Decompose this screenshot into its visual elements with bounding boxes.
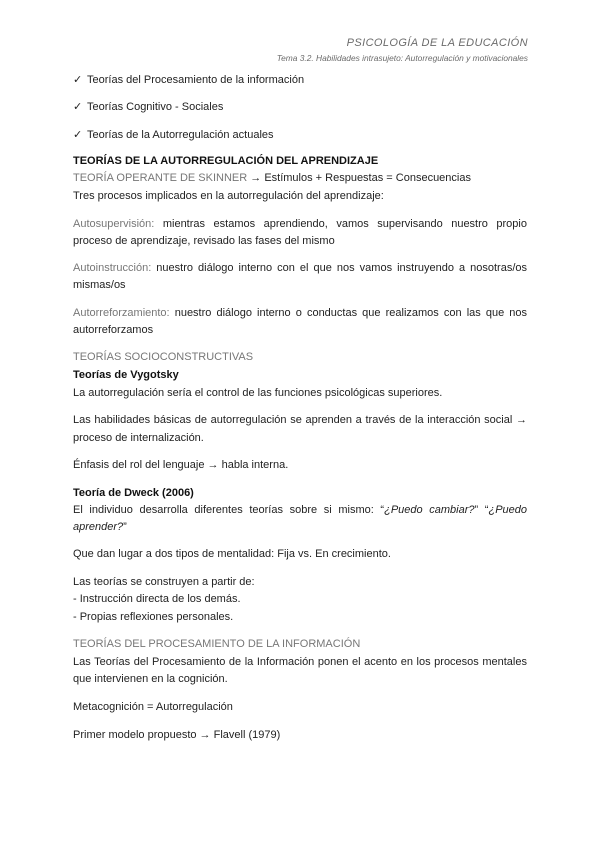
dweck-bullet-2: - Propias reflexiones personales.: [73, 611, 234, 623]
section-heading-socioconstructivas: TEORÍAS SOCIOCONSTRUCTIVAS: [73, 351, 254, 363]
dweck-line-1: El individuo desarrolla diferentes teorías sobre si mismo: “¿Puedo cambiar?” “¿Puedo: [73, 504, 527, 516]
header-course-title: PSICOLOGÍA DE LA EDUCACIÓN: [346, 37, 528, 49]
vygotsky-paragraph-3: Énfasis del rol del lenguaje → habla interna.: [73, 459, 289, 471]
procesamiento-paragraph-1-line-2: que intervienen en la cognición.: [73, 673, 228, 685]
checkmark-icon: ✓: [73, 74, 83, 86]
procesamiento-paragraph-3: Primer modelo propuesto → Flavell (1979): [73, 729, 281, 741]
checklist-item: ✓ Teorías Cognitivo - Sociales: [73, 101, 224, 113]
procesamiento-paragraph-1-line-1: Las Teorías del Procesamiento de la Información ponen el acento en los procesos mentales: [73, 656, 527, 668]
checklist-item: ✓ Teorías del Procesamiento de la información: [73, 74, 305, 86]
vygotsky-paragraph-2-line-2: proceso de internalización.: [73, 432, 204, 444]
checklist-item: ✓ Teorías de la Autorregulación actuales: [73, 129, 274, 141]
dweck-title: Teoría de Dweck (2006): [73, 487, 194, 499]
procesamiento-paragraph-2: Metacognición = Autorregulación: [73, 701, 233, 713]
autorreforzamiento-line-1: Autorreforzamiento: nuestro diálogo interno o conductas que realizamos con las que nos: [73, 307, 528, 319]
vygotsky-paragraph-1: La autorregulación sería el control de las funciones psicológicas superiores.: [73, 387, 443, 399]
checkmark-icon: ✓: [73, 129, 83, 141]
autorreforzamiento-line-2: autorreforzamos: [73, 324, 154, 336]
autosupervision-line-2: proceso de aprendizaje, revisado las fases del mismo: [73, 235, 335, 247]
dweck-paragraph-2: Que dan lugar a dos tipos de mentalidad: Fija vs. En crecimiento.: [73, 548, 391, 560]
autoinstruccion-line-2: mismas/os: [73, 279, 126, 291]
section-heading-autorregulacion: TEORÍAS DE LA AUTORREGULACIÓN DEL APRENDIZAJE: [73, 155, 379, 167]
vygotsky-paragraph-2-line-1: Las habilidades básicas de autorregulación se aprenden a través de la interacción social →: [73, 414, 527, 426]
skinner-line: TEORÍA OPERANTE DE SKINNER → Estímulos + Respuestas = Consecuencias: [73, 172, 471, 184]
header-topic-subtitle: Tema 3.2. Habilidades intrasujeto: Autorregulación y motivacionales: [276, 53, 528, 63]
intro-paragraph: Tres procesos implicados en la autorregulación del aprendizaje:: [73, 190, 384, 202]
dweck-paragraph-3: Las teorías se construyen a partir de:: [73, 576, 255, 588]
autoinstruccion-line-1: Autoinstrucción: nuestro diálogo interno con el que nos vamos instruyendo a nosotras/os: [73, 262, 527, 274]
checkmark-icon: ✓: [73, 101, 83, 113]
autosupervision-line-1: Autosupervisión: mientras estamos aprendiendo, vamos supervisando nuestro propio: [73, 218, 527, 230]
vygotsky-title: Teorías de Vygotsky: [73, 369, 179, 381]
section-heading-procesamiento: TEORÍAS DEL PROCESAMIENTO DE LA INFORMACIÓN: [73, 638, 361, 650]
dweck-bullet-1: - Instrucción directa de los demás.: [73, 593, 241, 605]
dweck-line-2: aprender?”: [73, 521, 127, 533]
